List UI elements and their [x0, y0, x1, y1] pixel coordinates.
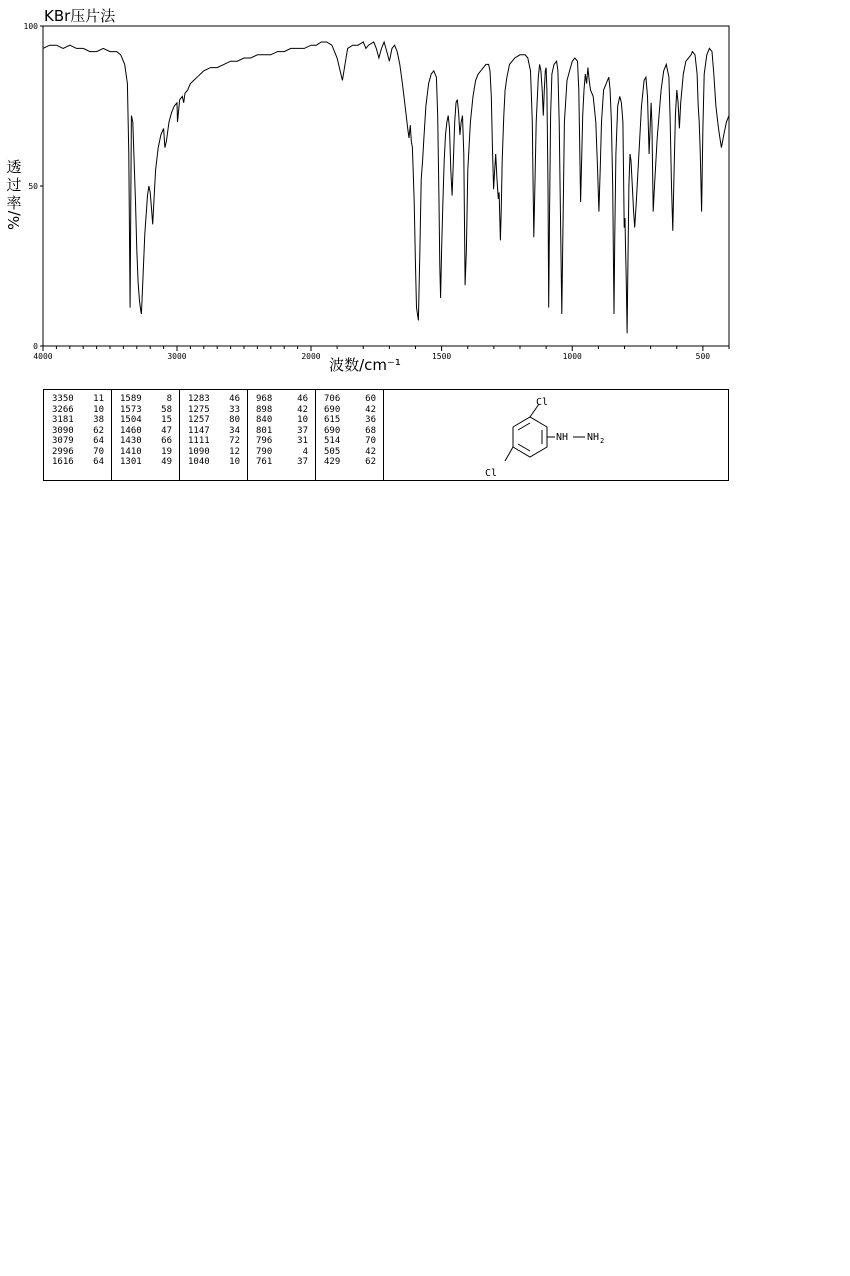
peak-transmittance: 70 — [365, 436, 376, 446]
peak-wavenumber: 690 — [324, 425, 341, 436]
peak-row — [112, 405, 179, 416]
peak-transmittance: 64 — [93, 436, 104, 446]
peak-wavenumber: 1616 — [52, 457, 74, 467]
peak-wavenumber: 1257 — [188, 415, 210, 425]
peak-wavenumber: 1040 — [188, 457, 210, 467]
peak-row — [44, 415, 111, 426]
peak-row — [112, 436, 179, 447]
peak-transmittance: 11 — [93, 394, 104, 404]
peak-transmittance: 80 — [229, 415, 240, 425]
nh-label: NH — [556, 432, 569, 443]
cl-top-label: Cl — [536, 397, 549, 408]
peak-row — [316, 447, 383, 458]
peak-transmittance: 37 — [297, 425, 308, 436]
peak-column-5 — [316, 390, 384, 480]
peak-transmittance: 15 — [161, 415, 172, 425]
peak-wavenumber: 840 — [256, 415, 273, 425]
peak-transmittance: 33 — [229, 404, 240, 415]
peak-row — [112, 426, 179, 437]
peak-wavenumber: 505 — [324, 446, 341, 457]
peak-row — [44, 405, 111, 416]
peak-transmittance: 8 — [166, 394, 172, 404]
peak-row — [248, 405, 315, 416]
y-label-char-1: 透 — [6, 158, 22, 176]
peak-row — [316, 426, 383, 437]
peak-transmittance: 10 — [229, 457, 240, 467]
peak-wavenumber: 790 — [256, 446, 273, 457]
peak-row — [180, 447, 247, 458]
y-axis-label — [5, 158, 23, 230]
nh2-subscript: 2 — [600, 437, 605, 445]
peak-transmittance: 36 — [365, 415, 376, 425]
peak-wavenumber: 690 — [324, 404, 341, 415]
peak-transmittance: 68 — [365, 425, 376, 436]
peak-row — [180, 415, 247, 426]
peak-row — [180, 457, 247, 468]
cl-bottom-bond — [505, 447, 513, 461]
peak-wavenumber: 1573 — [120, 404, 142, 415]
y-axis-ticks — [24, 22, 43, 351]
peak-transmittance: 4 — [302, 446, 308, 457]
peak-transmittance: 64 — [93, 457, 104, 467]
peak-wavenumber: 801 — [256, 425, 273, 436]
peak-transmittance: 37 — [297, 457, 308, 467]
peak-row — [248, 447, 315, 458]
peak-transmittance: 42 — [297, 404, 308, 415]
peak-row — [112, 457, 179, 468]
peak-transmittance: 60 — [365, 394, 376, 404]
x-tick-label: 3000 — [167, 352, 187, 361]
peak-transmittance: 72 — [229, 436, 240, 446]
peak-row — [316, 457, 383, 468]
y-tick-label: 50 — [28, 182, 38, 191]
peak-wavenumber: 706 — [324, 394, 341, 404]
peak-column-3 — [180, 390, 248, 480]
peak-row — [112, 415, 179, 426]
benzene-ring — [513, 417, 547, 457]
peak-wavenumber: 761 — [256, 457, 273, 467]
peak-wavenumber: 796 — [256, 436, 273, 446]
peak-row — [316, 415, 383, 426]
peak-transmittance: 70 — [93, 446, 104, 457]
peak-row — [44, 447, 111, 458]
peak-row — [180, 394, 247, 405]
peak-transmittance: 46 — [229, 394, 240, 404]
peak-wavenumber: 898 — [256, 404, 273, 415]
peak-row — [180, 426, 247, 437]
peak-row — [44, 426, 111, 437]
peak-row — [248, 436, 315, 447]
peak-row — [248, 394, 315, 405]
peak-transmittance: 62 — [365, 457, 376, 467]
peak-row — [44, 457, 111, 468]
cl-bottom-label: Cl — [485, 468, 498, 479]
peak-wavenumber: 3350 — [52, 394, 74, 404]
peak-wavenumber: 429 — [324, 457, 341, 467]
y-label-prefix: %/ — [5, 210, 23, 230]
peak-transmittance: 12 — [229, 446, 240, 457]
peak-transmittance: 46 — [297, 394, 308, 404]
peak-wavenumber: 1589 — [120, 394, 142, 404]
peak-wavenumber: 2996 — [52, 446, 74, 457]
peak-row — [248, 415, 315, 426]
peak-wavenumber: 1504 — [120, 415, 142, 425]
y-tick-label: 0 — [33, 342, 38, 351]
peak-column-2 — [112, 390, 180, 480]
peak-wavenumber: 1301 — [120, 457, 142, 467]
peak-wavenumber: 3090 — [52, 425, 74, 436]
y-label-char-3: 率 — [6, 194, 22, 212]
peak-wavenumber: 514 — [324, 436, 341, 446]
peak-row — [316, 405, 383, 416]
peak-wavenumber: 1147 — [188, 425, 210, 436]
peak-transmittance: 19 — [161, 446, 172, 457]
peak-transmittance: 58 — [161, 404, 172, 415]
peak-transmittance: 66 — [161, 436, 172, 446]
peak-transmittance: 31 — [297, 436, 308, 446]
peak-transmittance: 49 — [161, 457, 172, 467]
molecule-structure-drawing — [384, 390, 725, 480]
peak-row — [248, 457, 315, 468]
peak-transmittance: 47 — [161, 425, 172, 436]
peak-row — [316, 394, 383, 405]
peak-wavenumber: 1111 — [188, 436, 210, 446]
peak-wavenumber: 1430 — [120, 436, 142, 446]
peak-wavenumber: 3266 — [52, 404, 74, 415]
x-tick-label: 4000 — [33, 352, 53, 361]
spectrum-series-line — [43, 42, 729, 333]
peak-wavenumber: 1410 — [120, 446, 142, 457]
peak-wavenumber: 1460 — [120, 425, 142, 436]
peak-row — [316, 436, 383, 447]
ir-spectrum-chart — [0, 0, 850, 380]
peak-transmittance: 42 — [365, 446, 376, 457]
nh2-label: NH — [587, 432, 600, 443]
x-tick-label: 1500 — [431, 352, 452, 361]
peak-wavenumber: 3181 — [52, 415, 74, 425]
y-tick-label: 100 — [23, 22, 38, 31]
x-tick-label: 1000 — [562, 352, 582, 361]
peak-transmittance: 62 — [93, 425, 104, 436]
peak-wavenumber: 615 — [324, 415, 341, 425]
peak-wavenumber: 3079 — [52, 436, 74, 446]
peak-row — [112, 447, 179, 458]
peak-transmittance: 10 — [297, 415, 308, 425]
structure-panel — [384, 390, 728, 480]
y-label-char-2: 过 — [6, 176, 22, 194]
x-tick-label: 2000 — [301, 352, 321, 361]
peak-wavenumber: 1283 — [188, 394, 210, 404]
peak-table — [43, 389, 729, 481]
peak-wavenumber: 968 — [256, 394, 273, 404]
peak-column-4 — [248, 390, 316, 480]
peak-row — [248, 426, 315, 437]
x-tick-label: 500 — [695, 352, 711, 361]
peak-row — [180, 405, 247, 416]
peak-wavenumber: 1275 — [188, 404, 210, 415]
peak-transmittance: 42 — [365, 404, 376, 415]
peak-transmittance: 10 — [93, 404, 104, 415]
x-axis-label: 波数/cm⁻¹ — [329, 356, 401, 374]
peak-row — [180, 436, 247, 447]
peak-row — [44, 436, 111, 447]
peak-row — [112, 394, 179, 405]
chart-title: KBr压片法 — [44, 7, 116, 25]
peak-column-1 — [44, 390, 112, 480]
peak-transmittance: 34 — [229, 425, 240, 436]
peak-wavenumber: 1090 — [188, 446, 210, 457]
peak-transmittance: 38 — [93, 415, 104, 425]
peak-row — [44, 394, 111, 405]
